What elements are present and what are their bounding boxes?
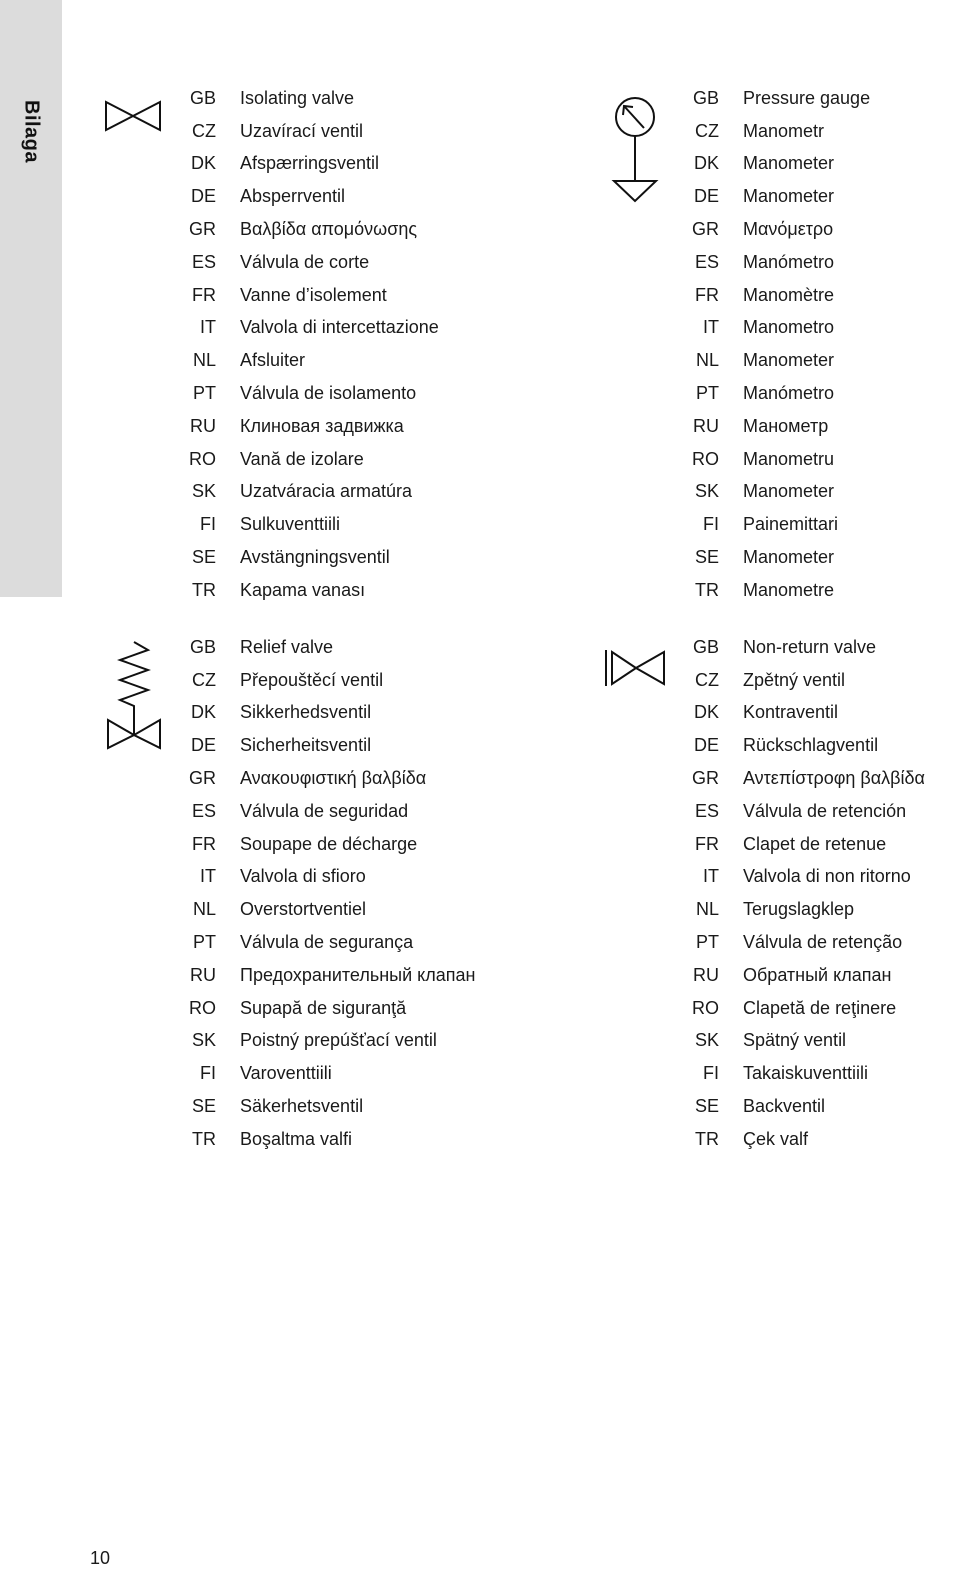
entries-pressure-gauge (691, 82, 870, 607)
glossary-entry (691, 926, 925, 959)
term-translation: Relief valve (240, 636, 334, 657)
language-code: RO (692, 448, 719, 469)
language-code: RU (190, 964, 216, 985)
language-code: FI (200, 1063, 216, 1084)
glossary-entry (691, 959, 925, 992)
term-translation: Säkerhetsventil (240, 1096, 364, 1117)
side-tab (0, 0, 62, 597)
glossary-entry (188, 443, 439, 476)
term-translation: Uzatváracia armatúra (240, 481, 413, 502)
glossary-entry (691, 762, 925, 795)
term-translation: Absperrventil (240, 186, 346, 207)
glossary-entry (188, 279, 439, 312)
term-translation: Afspærringsventil (240, 153, 380, 174)
glossary-entry (188, 1025, 475, 1058)
language-code: PT (695, 383, 719, 404)
glossary-entry (188, 697, 475, 730)
term-translation: Manometer (743, 481, 835, 502)
language-code: NL (695, 350, 719, 371)
language-code: CZ (695, 669, 719, 690)
term-translation: Kontraventil (743, 702, 839, 723)
term-translation: Μανόμετρο (743, 219, 834, 240)
term-translation: Zpětný ventil (743, 669, 846, 690)
glossary-entry (691, 697, 925, 730)
language-code: DK (190, 153, 216, 174)
term-translation: Varoventtiili (240, 1063, 332, 1084)
language-code: RO (189, 448, 216, 469)
term-translation: Manometro (743, 317, 835, 338)
term-translation: Valvola di non ritorno (743, 866, 911, 887)
isolating-valve-symbol (104, 100, 162, 132)
glossary-entry (188, 1057, 475, 1090)
language-code: FR (192, 833, 216, 854)
term-translation: Обратный клапан (743, 964, 892, 985)
language-code: DE (693, 186, 719, 207)
term-translation: Manometer (743, 547, 835, 568)
language-code: TR (695, 1128, 719, 1149)
term-translation: Sicherheitsventil (240, 735, 372, 756)
glossary-entry (188, 992, 475, 1025)
glossary-entry (188, 631, 475, 664)
term-translation: Clapet de retenue (743, 833, 887, 854)
term-translation: Soupape de décharge (240, 833, 418, 854)
side-tab-label: Bilaga (20, 100, 43, 164)
term-translation: Painemittari (743, 514, 839, 535)
glossary-entry (188, 959, 475, 992)
language-code: CZ (695, 120, 719, 141)
term-translation: Предохранительный клапан (240, 964, 476, 985)
term-translation: Ανακουφιστική βαλβίδα (240, 768, 427, 789)
term-translation: Αντεπίστροφη βαλβίδα (743, 768, 925, 789)
language-code: FI (200, 514, 216, 535)
glossary-entry (188, 476, 439, 509)
term-translation: Přepouštěcí ventil (240, 669, 384, 690)
glossary-entry (188, 344, 439, 377)
language-code: FR (192, 284, 216, 305)
term-translation: Boşaltma valfi (240, 1128, 353, 1149)
page-number: 10 (90, 1548, 111, 1568)
term-translation: Válvula de seguridad (240, 800, 409, 821)
term-translation: Kapama vanası (240, 579, 366, 600)
term-translation: Βαλβίδα απομόνωσης (240, 219, 418, 240)
term-translation: Manometer (743, 186, 835, 207)
language-code: IT (200, 866, 216, 887)
language-code: NL (192, 899, 216, 920)
glossary-entry (691, 82, 870, 115)
glossary-entry (188, 893, 475, 926)
term-translation: Sikkerhedsventil (240, 702, 372, 723)
glossary-entry (691, 664, 925, 697)
language-code: TR (192, 1128, 216, 1149)
glossary-entry (188, 795, 475, 828)
glossary-entry (691, 180, 870, 213)
language-code: ES (694, 251, 719, 272)
glossary-entry (691, 1123, 925, 1156)
term-translation: Manometr (743, 120, 825, 141)
glossary-entry (691, 631, 925, 664)
glossary-entry (188, 861, 475, 894)
glossary-entry (188, 574, 439, 607)
term-translation: Válvula de corte (240, 251, 370, 272)
glossary-entry (691, 861, 925, 894)
language-code: GB (189, 87, 216, 108)
language-code: SE (694, 1096, 719, 1117)
glossary-entry (691, 213, 870, 246)
language-code: ES (694, 800, 719, 821)
term-translation: Isolating valve (240, 87, 355, 108)
language-code: GR (189, 768, 216, 789)
glossary-entry (691, 541, 870, 574)
glossary-entry (188, 1123, 475, 1156)
language-code: SK (694, 481, 719, 502)
term-translation: Manometer (743, 153, 835, 174)
term-translation: Válvula de retenção (743, 932, 903, 953)
language-code: FR (695, 284, 719, 305)
glossary-entry (188, 541, 439, 574)
term-translation: Avstängningsventil (240, 547, 390, 568)
language-code: GB (189, 636, 216, 657)
glossary-entry (188, 508, 439, 541)
language-code: SK (694, 1030, 719, 1051)
language-code: GR (692, 768, 719, 789)
glossary-entry (691, 828, 925, 861)
language-code: SK (191, 481, 216, 502)
language-code: RU (190, 415, 216, 436)
glossary-entry (188, 312, 439, 345)
language-code: ES (191, 251, 216, 272)
entries-relief-valve (188, 631, 475, 1156)
glossary-entry (691, 344, 870, 377)
language-code: DK (693, 153, 719, 174)
term-translation: Válvula de retención (743, 800, 907, 821)
glossary-entry (691, 377, 870, 410)
language-code: PT (192, 932, 216, 953)
glossary-entry (188, 926, 475, 959)
glossary-entry (188, 762, 475, 795)
pressure-gauge-symbol (610, 95, 660, 205)
glossary-entry (188, 115, 439, 148)
relief-valve-symbol (106, 640, 162, 752)
glossary-entry (188, 729, 475, 762)
glossary-entry (188, 377, 439, 410)
glossary-entry (188, 82, 439, 115)
language-code: IT (703, 866, 719, 887)
glossary-entry (188, 180, 439, 213)
term-translation: Non-return valve (743, 636, 877, 657)
glossary-entry (691, 893, 925, 926)
term-translation: Pressure gauge (743, 87, 871, 108)
term-translation: Afsluiter (240, 350, 306, 371)
glossary-entry (691, 729, 925, 762)
glossary-entry (691, 279, 870, 312)
term-translation: Rückschlagventil (743, 735, 879, 756)
glossary-entry (691, 246, 870, 279)
language-code: ES (191, 800, 216, 821)
glossary-entry (691, 1025, 925, 1058)
term-translation: Манометр (743, 415, 829, 436)
entries-non-return-valve (691, 631, 925, 1156)
language-code: SK (191, 1030, 216, 1051)
glossary-entry (691, 795, 925, 828)
language-code: TR (192, 579, 216, 600)
term-translation: Manometer (743, 350, 835, 371)
glossary-entry (188, 246, 439, 279)
term-translation: Válvula de isolamento (240, 383, 417, 404)
glossary-entry (691, 410, 870, 443)
glossary-entry (188, 828, 475, 861)
term-translation: Клиновая задвижка (240, 415, 404, 436)
term-translation: Manómetro (743, 383, 835, 404)
term-translation: Manometre (743, 579, 835, 600)
term-translation: Çek valf (743, 1128, 809, 1149)
language-code: RO (692, 997, 719, 1018)
language-code: SE (191, 547, 216, 568)
language-code: PT (695, 932, 719, 953)
language-code: DE (693, 735, 719, 756)
term-translation: Takaiskuventtiili (743, 1063, 869, 1084)
language-code: GR (692, 219, 719, 240)
term-translation: Manometru (743, 448, 835, 469)
glossary-entry (188, 213, 439, 246)
language-code: FI (703, 1063, 719, 1084)
entries-isolating-valve (188, 82, 439, 607)
non-return-valve-symbol (604, 648, 668, 688)
language-code: GB (692, 636, 719, 657)
language-code: RU (693, 964, 719, 985)
term-translation: Supapă de siguranţă (240, 997, 407, 1018)
glossary-entry (691, 312, 870, 345)
glossary-entry (691, 992, 925, 1025)
language-code: CZ (192, 669, 216, 690)
term-translation: Overstortventiel (240, 899, 367, 920)
language-code: DE (190, 735, 216, 756)
language-code: TR (695, 579, 719, 600)
language-code: RO (189, 997, 216, 1018)
language-code: GB (692, 87, 719, 108)
term-translation: Sulkuventtiili (240, 514, 341, 535)
glossary-entry (691, 476, 870, 509)
language-code: DE (190, 186, 216, 207)
term-translation: Clapetă de reţinere (743, 997, 897, 1018)
term-translation: Terugslagklep (743, 899, 855, 920)
term-translation: Vană de izolare (240, 448, 364, 469)
language-code: DK (190, 702, 216, 723)
term-translation: Manomètre (743, 284, 835, 305)
language-code: SE (694, 547, 719, 568)
glossary-entry (691, 1090, 925, 1123)
glossary-entry (188, 664, 475, 697)
language-code: GR (189, 219, 216, 240)
glossary-entry (691, 508, 870, 541)
term-translation: Spätný ventil (743, 1030, 847, 1051)
language-code: NL (695, 899, 719, 920)
glossary-entry (691, 574, 870, 607)
glossary-entry (188, 148, 439, 181)
glossary-entry (188, 1090, 475, 1123)
term-translation: Valvola di sfioro (240, 866, 366, 887)
language-code: NL (192, 350, 216, 371)
glossary-entry (188, 410, 439, 443)
language-code: FI (703, 514, 719, 535)
term-translation: Uzavírací ventil (240, 120, 364, 141)
language-code: CZ (192, 120, 216, 141)
glossary-entry (691, 115, 870, 148)
language-code: PT (192, 383, 216, 404)
term-translation: Poistný prepúšťací ventil (240, 1030, 437, 1051)
language-code: FR (695, 833, 719, 854)
language-code: SE (191, 1096, 216, 1117)
glossary-entry (691, 1057, 925, 1090)
language-code: IT (703, 317, 719, 338)
language-code: IT (200, 317, 216, 338)
language-code: RU (693, 415, 719, 436)
term-translation: Vanne d’isolement (240, 284, 387, 305)
term-translation: Válvula de segurança (240, 932, 414, 953)
glossary-entry (691, 148, 870, 181)
glossary-entry (691, 443, 870, 476)
term-translation: Manómetro (743, 251, 835, 272)
term-translation: Backventil (743, 1096, 826, 1117)
term-translation: Valvola di intercettazione (240, 317, 439, 338)
language-code: DK (693, 702, 719, 723)
